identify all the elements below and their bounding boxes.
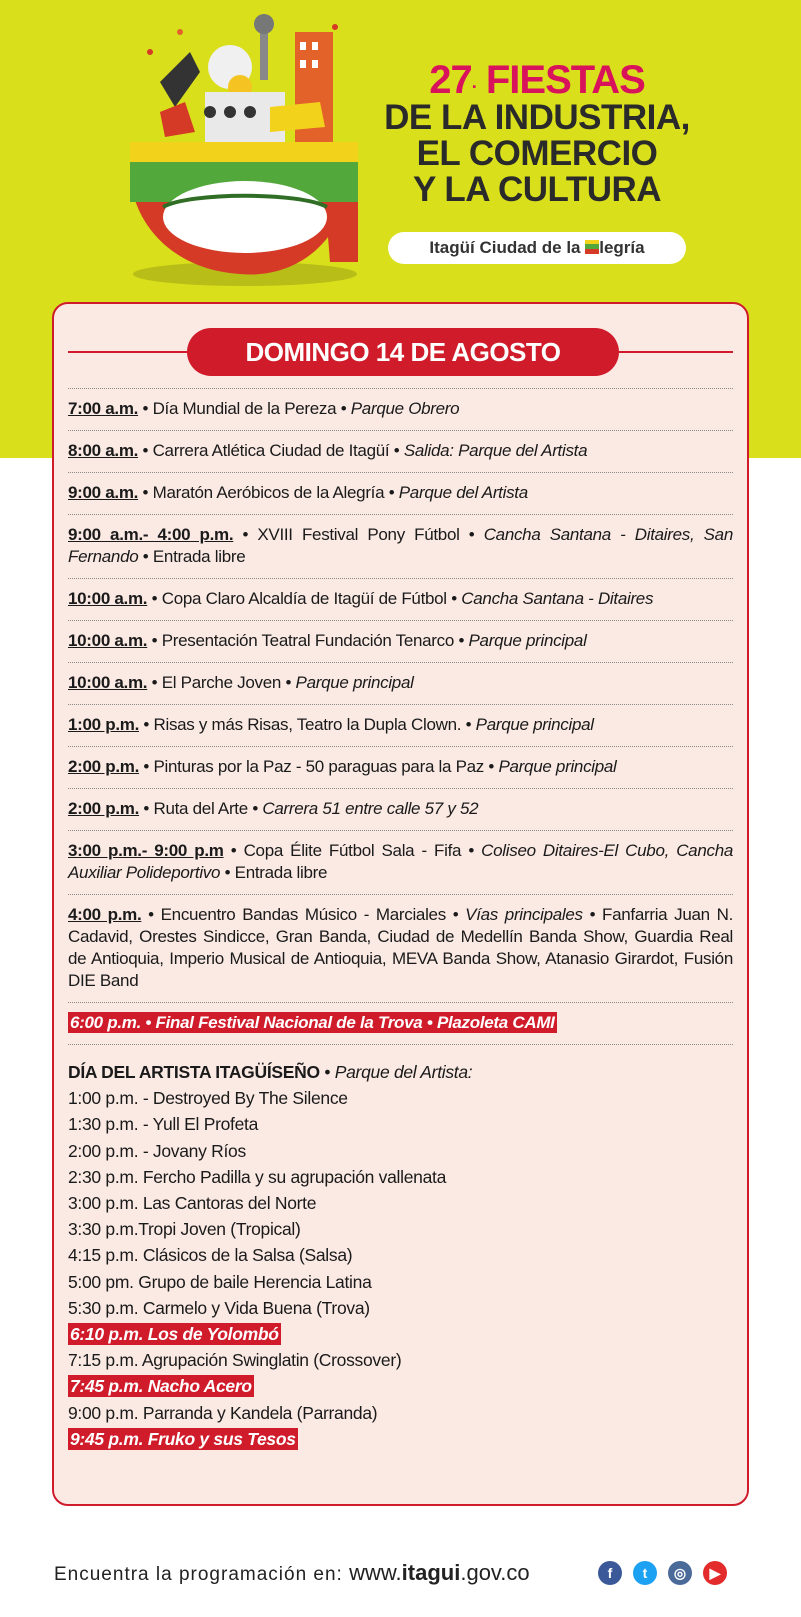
festival-logo-icon — [120, 12, 370, 292]
event-row — [68, 472, 733, 514]
event-time: 8:00 a.m. — [68, 441, 139, 460]
artist-day-place: Parque del Artista: — [334, 1062, 473, 1082]
event-place: Coliseo Ditaires-El Cubo, Cancha Auxiliar Polideportivo — [68, 841, 734, 882]
title-line-3: EL COMERCIO — [416, 134, 658, 173]
lineup-item: 5:30 p.m. Carmelo y Vida Buena (Trova) — [68, 1297, 370, 1318]
event-row — [68, 578, 733, 620]
event-name: El Parche Joven — [161, 673, 282, 692]
event-name: Presentación Teatral Fundación Tenarco — [161, 631, 455, 650]
event-separator: • — [582, 905, 603, 924]
event-separator: • — [220, 863, 235, 882]
event-separator: • — [138, 441, 153, 460]
event-name: Maratón Aeróbicos de la Alegría — [152, 483, 385, 502]
event-row — [68, 388, 733, 430]
event-time: 4:00 p.m. — [68, 905, 142, 924]
event-row — [68, 830, 733, 894]
event-place: Cancha Santana - Ditaires — [461, 589, 654, 608]
lineup-item — [68, 1321, 733, 1347]
event-row — [68, 620, 733, 662]
event-separator: • — [141, 905, 161, 924]
lineup-item: 9:00 p.m. Parranda y Kandela (Parranda) — [68, 1402, 378, 1423]
event-separator: • — [459, 525, 484, 544]
event-separator: • — [139, 799, 154, 818]
event-time: 7:00 a.m. — [68, 399, 139, 418]
event-separator: • — [445, 905, 466, 924]
highlight-event: 6:00 p.m. • Final Festival Nacional de la Trova • Plazoleta CAMI — [70, 1013, 555, 1032]
artist-day-heading — [68, 1059, 733, 1085]
lineup-item: 2:00 p.m. - Jovany Ríos — [68, 1140, 246, 1161]
event-separator: • — [281, 673, 296, 692]
event-separator: • — [138, 399, 153, 418]
youtube-icon[interactable]: ▶ — [703, 1561, 727, 1585]
event-separator: • — [461, 715, 476, 734]
lineup-item: 4:15 p.m. Clásicos de la Salsa (Salsa) — [68, 1245, 353, 1266]
event-place: Cancha Santana - Ditaires, San Fernando — [68, 525, 733, 566]
event-place: Carrera 51 entre calle 57 y 52 — [262, 799, 479, 818]
lineup-highlight: 6:10 p.m. Los de Yolombó — [70, 1324, 279, 1345]
lineup-item: 5:00 pm. Grupo de baile Herencia Latina — [68, 1271, 372, 1292]
event-name: Pinturas por la Paz - 50 paraguas para la Paz — [153, 757, 484, 776]
event-time: 3:00 p.m.- 9:00 p.m — [68, 841, 224, 860]
lineup-item — [68, 1373, 733, 1399]
event-separator: • — [384, 483, 399, 502]
event-separator: • — [147, 673, 162, 692]
event-extra: Entrada libre — [234, 863, 328, 882]
event-separator: • — [138, 547, 153, 566]
event-time: 2:00 p.m. — [68, 799, 139, 818]
event-place: Parque principal — [498, 757, 617, 776]
event-time: 1:00 p.m. — [68, 715, 139, 734]
artist-day-section — [68, 1045, 733, 1452]
event-row — [68, 704, 733, 746]
event-time: 10:00 a.m. — [68, 589, 148, 608]
event-name: Copa Élite Fútbol Sala - Fifa — [243, 841, 462, 860]
event-separator: • — [446, 589, 462, 608]
event-name: Día Mundial de la Pereza — [152, 399, 337, 418]
event-name: Carrera Atlética Ciudad de Itagüí — [152, 441, 390, 460]
event-extra: Entrada libre — [152, 547, 246, 566]
event-separator: • — [147, 631, 162, 650]
event-list — [68, 388, 733, 1452]
event-name: Risas y más Risas, Teatro la Dupla Clown. — [153, 715, 462, 734]
event-separator: • — [319, 1062, 335, 1082]
event-row — [68, 662, 733, 704]
lineup-item: 1:00 p.m. - Destroyed By The Silence — [68, 1088, 348, 1109]
event-time: 10:00 a.m. — [68, 631, 148, 650]
event-row — [68, 746, 733, 788]
event-place: Parque principal — [468, 631, 587, 650]
event-name: Encuentro Bandas Músico - Marciales — [160, 905, 446, 924]
event-place: Vías principales — [465, 905, 583, 924]
event-time: 10:00 a.m. — [68, 673, 148, 692]
event-place: Parque principal — [295, 673, 414, 692]
schedule-card — [52, 302, 749, 1506]
lineup-item: 1:30 p.m. - Yull El Profeta — [68, 1114, 259, 1135]
event-row — [68, 430, 733, 472]
event-place: Salida: Parque del Artista — [403, 441, 588, 460]
lineup-item: 7:15 p.m. Agrupación Swinglatin (Crossover) — [68, 1350, 402, 1371]
artist-day-title: DÍA DEL ARTISTA ITAGÜÍSEÑO — [68, 1062, 320, 1082]
event-name: Copa Claro Alcaldía de Itagüí de Fútbol — [161, 589, 447, 608]
event-separator: • — [138, 483, 153, 502]
lineup-item — [68, 1426, 733, 1452]
title-line-4: Y LA CULTURA — [412, 170, 662, 209]
lineup-item: 2:30 p.m. Fercho Padilla y su agrupación vallenata — [68, 1166, 447, 1187]
event-separator: • — [139, 757, 154, 776]
event-separator: • — [336, 399, 351, 418]
event-separator: • — [454, 631, 469, 650]
title-block — [372, 60, 702, 208]
event-time: 9:00 a.m. — [68, 483, 139, 502]
title-line-2: DE LA INDUSTRIA, — [384, 98, 690, 137]
event-extra: Fanfarria Juan N. Cadavid, Orestes Sindicce, Gran Banda, Ciudad de Medellín Banda Show, Guardia Real de Antioquia, Imperio Musical de Antioquia, MEVA Banda Show, Atanasio Girardot, Fusión DIE Band — [68, 905, 733, 990]
event-separator: • — [139, 715, 154, 734]
lineup-highlight: 7:45 p.m. Nacho Acero — [70, 1376, 252, 1397]
slogan-text: Itagüí Ciudad de la — [429, 238, 586, 257]
event-row — [68, 894, 733, 1002]
event-separator: • — [147, 589, 162, 608]
instagram-icon[interactable]: ◎ — [668, 1561, 692, 1585]
twitter-icon[interactable]: t — [633, 1561, 657, 1585]
event-time: 9:00 a.m.- 4:00 p.m. — [68, 525, 234, 544]
event-place: Parque principal — [475, 715, 594, 734]
footer-label: Encuentra la programación en: — [54, 1564, 343, 1585]
event-separator: • — [247, 799, 263, 818]
day-title: DOMINGO 14 DE AGOSTO — [187, 328, 619, 376]
event-separator: • — [223, 841, 244, 860]
alegria-a-icon — [585, 240, 599, 254]
event-row — [68, 788, 733, 830]
lineup-item: 3:30 p.m.Tropi Joven (Tropical) — [68, 1219, 301, 1240]
event-row — [68, 514, 733, 578]
event-time: 2:00 p.m. — [68, 757, 139, 776]
facebook-icon[interactable]: f — [598, 1561, 622, 1585]
event-separator: • — [461, 841, 482, 860]
slogan-text-end: legría — [599, 238, 645, 257]
event-separator: • — [483, 757, 499, 776]
event-place: Parque del Artista — [398, 483, 528, 502]
highlight-event-row — [68, 1002, 733, 1045]
edition-title: 27. FIESTAS — [429, 58, 645, 102]
event-separator: • — [389, 441, 404, 460]
event-place: Parque Obrero — [350, 399, 460, 418]
event-name: Ruta del Arte — [153, 799, 248, 818]
event-separator: • — [233, 525, 258, 544]
lineup-item: 3:00 p.m. Las Cantoras del Norte — [68, 1193, 317, 1214]
lineup-highlight: 9:45 p.m. Fruko y sus Tesos — [70, 1428, 296, 1449]
event-name: XVIII Festival Pony Fútbol — [257, 525, 460, 544]
slogan-badge — [388, 232, 686, 264]
website-link[interactable]: www.itagui.gov.co — [349, 1560, 530, 1585]
